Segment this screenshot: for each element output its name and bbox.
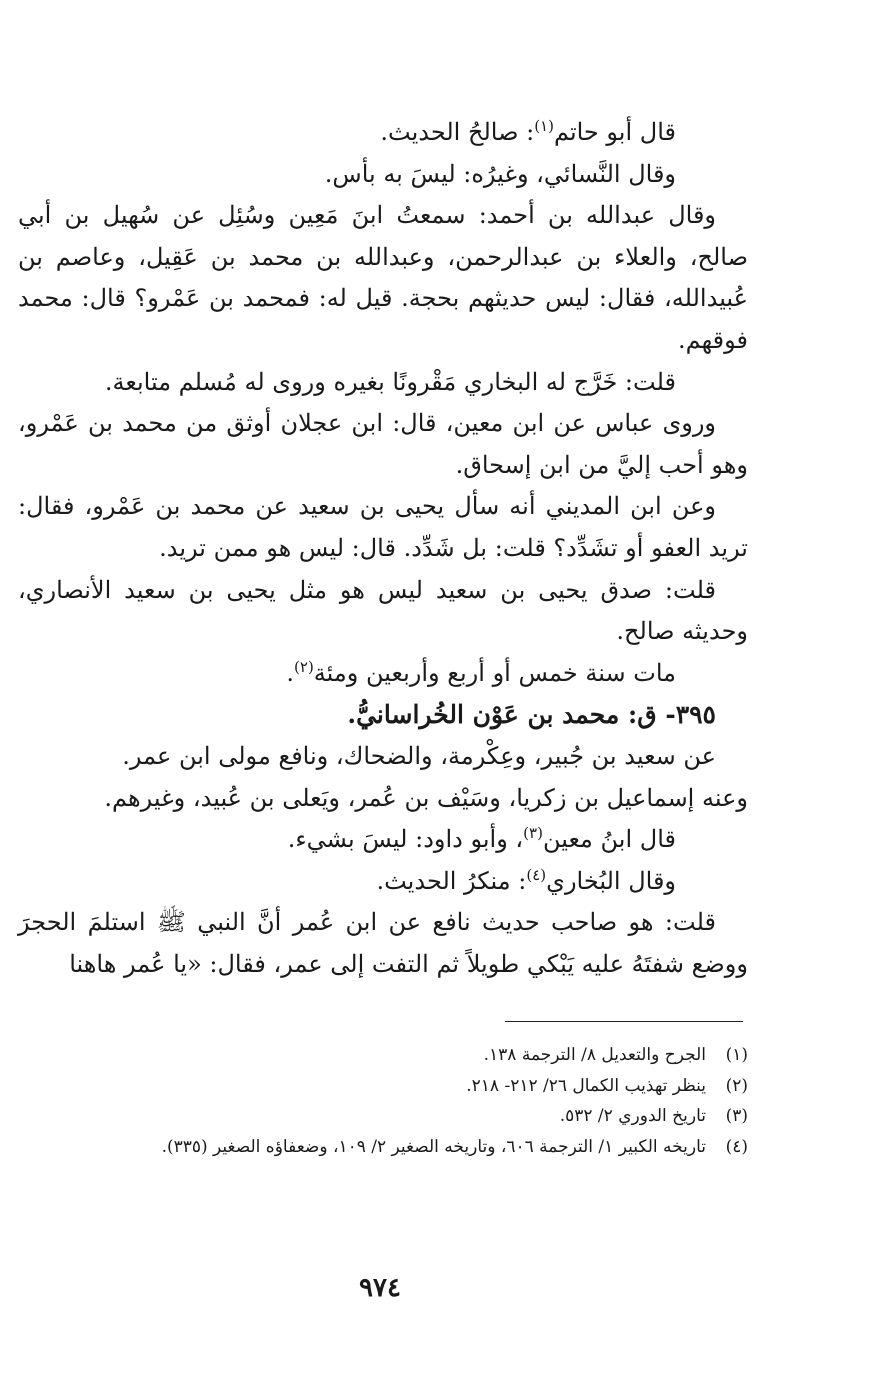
footnote-text: تاريخ الدوري ٢/ ٥٣٢.	[559, 1106, 706, 1126]
footnote	[18, 1101, 748, 1132]
footnote	[18, 1071, 748, 1102]
paragraph	[18, 570, 748, 653]
paragraph-text-after: ، وأبو داود: ليسَ بشيء.	[287, 825, 524, 854]
entry-heading	[18, 694, 748, 736]
paragraph	[18, 653, 748, 695]
footnote-ref: (٢)	[294, 657, 314, 676]
paragraph	[18, 486, 748, 569]
paragraph	[18, 112, 748, 154]
footnote-number: (٤)	[725, 1136, 748, 1157]
footnote-ref: (٤)	[526, 865, 547, 884]
paragraph	[18, 819, 748, 861]
footnote-number: (١)	[725, 1045, 748, 1065]
paragraph-text: مات سنة خمس أو أربع وأربعين ومئة	[313, 658, 676, 687]
footnote-ref: (١)	[534, 117, 554, 135]
paragraph	[18, 403, 748, 486]
paragraph-text-after: .	[286, 658, 295, 687]
paragraph-text: قلت: صدق يحيى بن سعيد ليس هو مثل يحيى بن سعيد الأنصاري، وحديثه صالح.	[18, 575, 748, 646]
footnote	[18, 1132, 748, 1163]
paragraph-text: قلت: خَرَّج له البخاري مَقْرونًا بغيره وروى له مُسلم متابعة.	[104, 367, 676, 396]
paragraph-text: وعن ابن المديني أنه سأل يحيى بن سعيد عن محمد بن عَمْرو، فقال: تريد العفو أو تشَدِّد؟ قلت: بل شَدِّد. قال: ليس هو ممن تريد.	[18, 492, 748, 562]
paragraph	[18, 362, 748, 404]
paragraph	[18, 195, 748, 361]
paragraph-text: قلت: هو صاحب حديث نافع عن ابن عُمر أنَّ النبي ﷺ استلمَ الحجرَ ووضع شفتَهُ عليه يَبْكي طويلاً ثم التفت إلى عمر، فقال: «يا عُمر هاهنا	[18, 908, 748, 978]
paragraph	[18, 154, 748, 196]
entry-heading-text: ٣٩٥- ق: محمد بن عَوْن الخُراسانيُّ.	[347, 700, 716, 730]
footnote-ref: (٣)	[523, 824, 543, 843]
footnote-text: تاريخه الكبير ١/ الترجمة ٦٠٦، وتاريخه الصغير ٢/ ١٠٩، وضعفاؤه الصغير (٣٣٥).	[161, 1136, 706, 1157]
footnote-number: (٣)	[725, 1106, 748, 1126]
paragraph-text-after: : صالحُ الحديث.	[380, 118, 535, 146]
paragraph	[18, 902, 748, 985]
footnote-divider	[505, 1021, 743, 1022]
paragraph-text: وقال البُخاري	[546, 866, 676, 895]
paragraph-text: قال أبو حاتم	[553, 118, 676, 146]
paragraph-text-after: : منكرُ الحديث.	[376, 866, 527, 895]
footnote	[18, 1040, 748, 1071]
paragraph	[18, 861, 748, 903]
paragraph-text: وعنه إسماعيل بن زكريا، وسَيْف بن عُمر، ويَعلى بن عُبيد، وغيرهم.	[104, 783, 748, 812]
paragraph-text: وروى عباس عن ابن معين، قال: ابن عجلان أوثق من محمد بن عَمْرو، وهو أحب إليَّ من ابن إسحاق.	[18, 409, 748, 479]
footnote-text: ينظر تهذيب الكمال ٢٦/ ٢١٢- ٢١٨.	[466, 1075, 706, 1096]
paragraph-text: قال ابنُ معين	[542, 825, 676, 854]
page-number: ٩٧٤	[359, 1273, 401, 1303]
paragraph-text: وقال النَّسائي، وغيرُه: ليسَ به بأس.	[324, 159, 676, 188]
body-text	[18, 112, 748, 985]
footnote-text: الجرح والتعديل ٨/ الترجمة ١٣٨.	[483, 1045, 706, 1065]
paragraph-text: عن سعيد بن جُبير، وعِكْرمة، والضحاك، ونافع مولى ابن عمر.	[122, 741, 716, 770]
footnotes	[18, 1040, 748, 1162]
paragraph	[18, 778, 748, 820]
footnote-number: (٢)	[725, 1075, 748, 1096]
paragraph	[18, 736, 748, 778]
paragraph-text: وقال عبدالله بن أحمد: سمعتُ ابنَ مَعِين وسُئِل عن سُهيل بن أبي صالح، والعلاء بن عبدالرحمن، وعبدالله بن محمد بن عَقِيل، وعاصم بن عُبيدالله، فقال: ليس حديثهم بحجة. قيل له: فمحمد بن عَمْرو؟ قال: محمد فوقهم.	[18, 201, 748, 354]
